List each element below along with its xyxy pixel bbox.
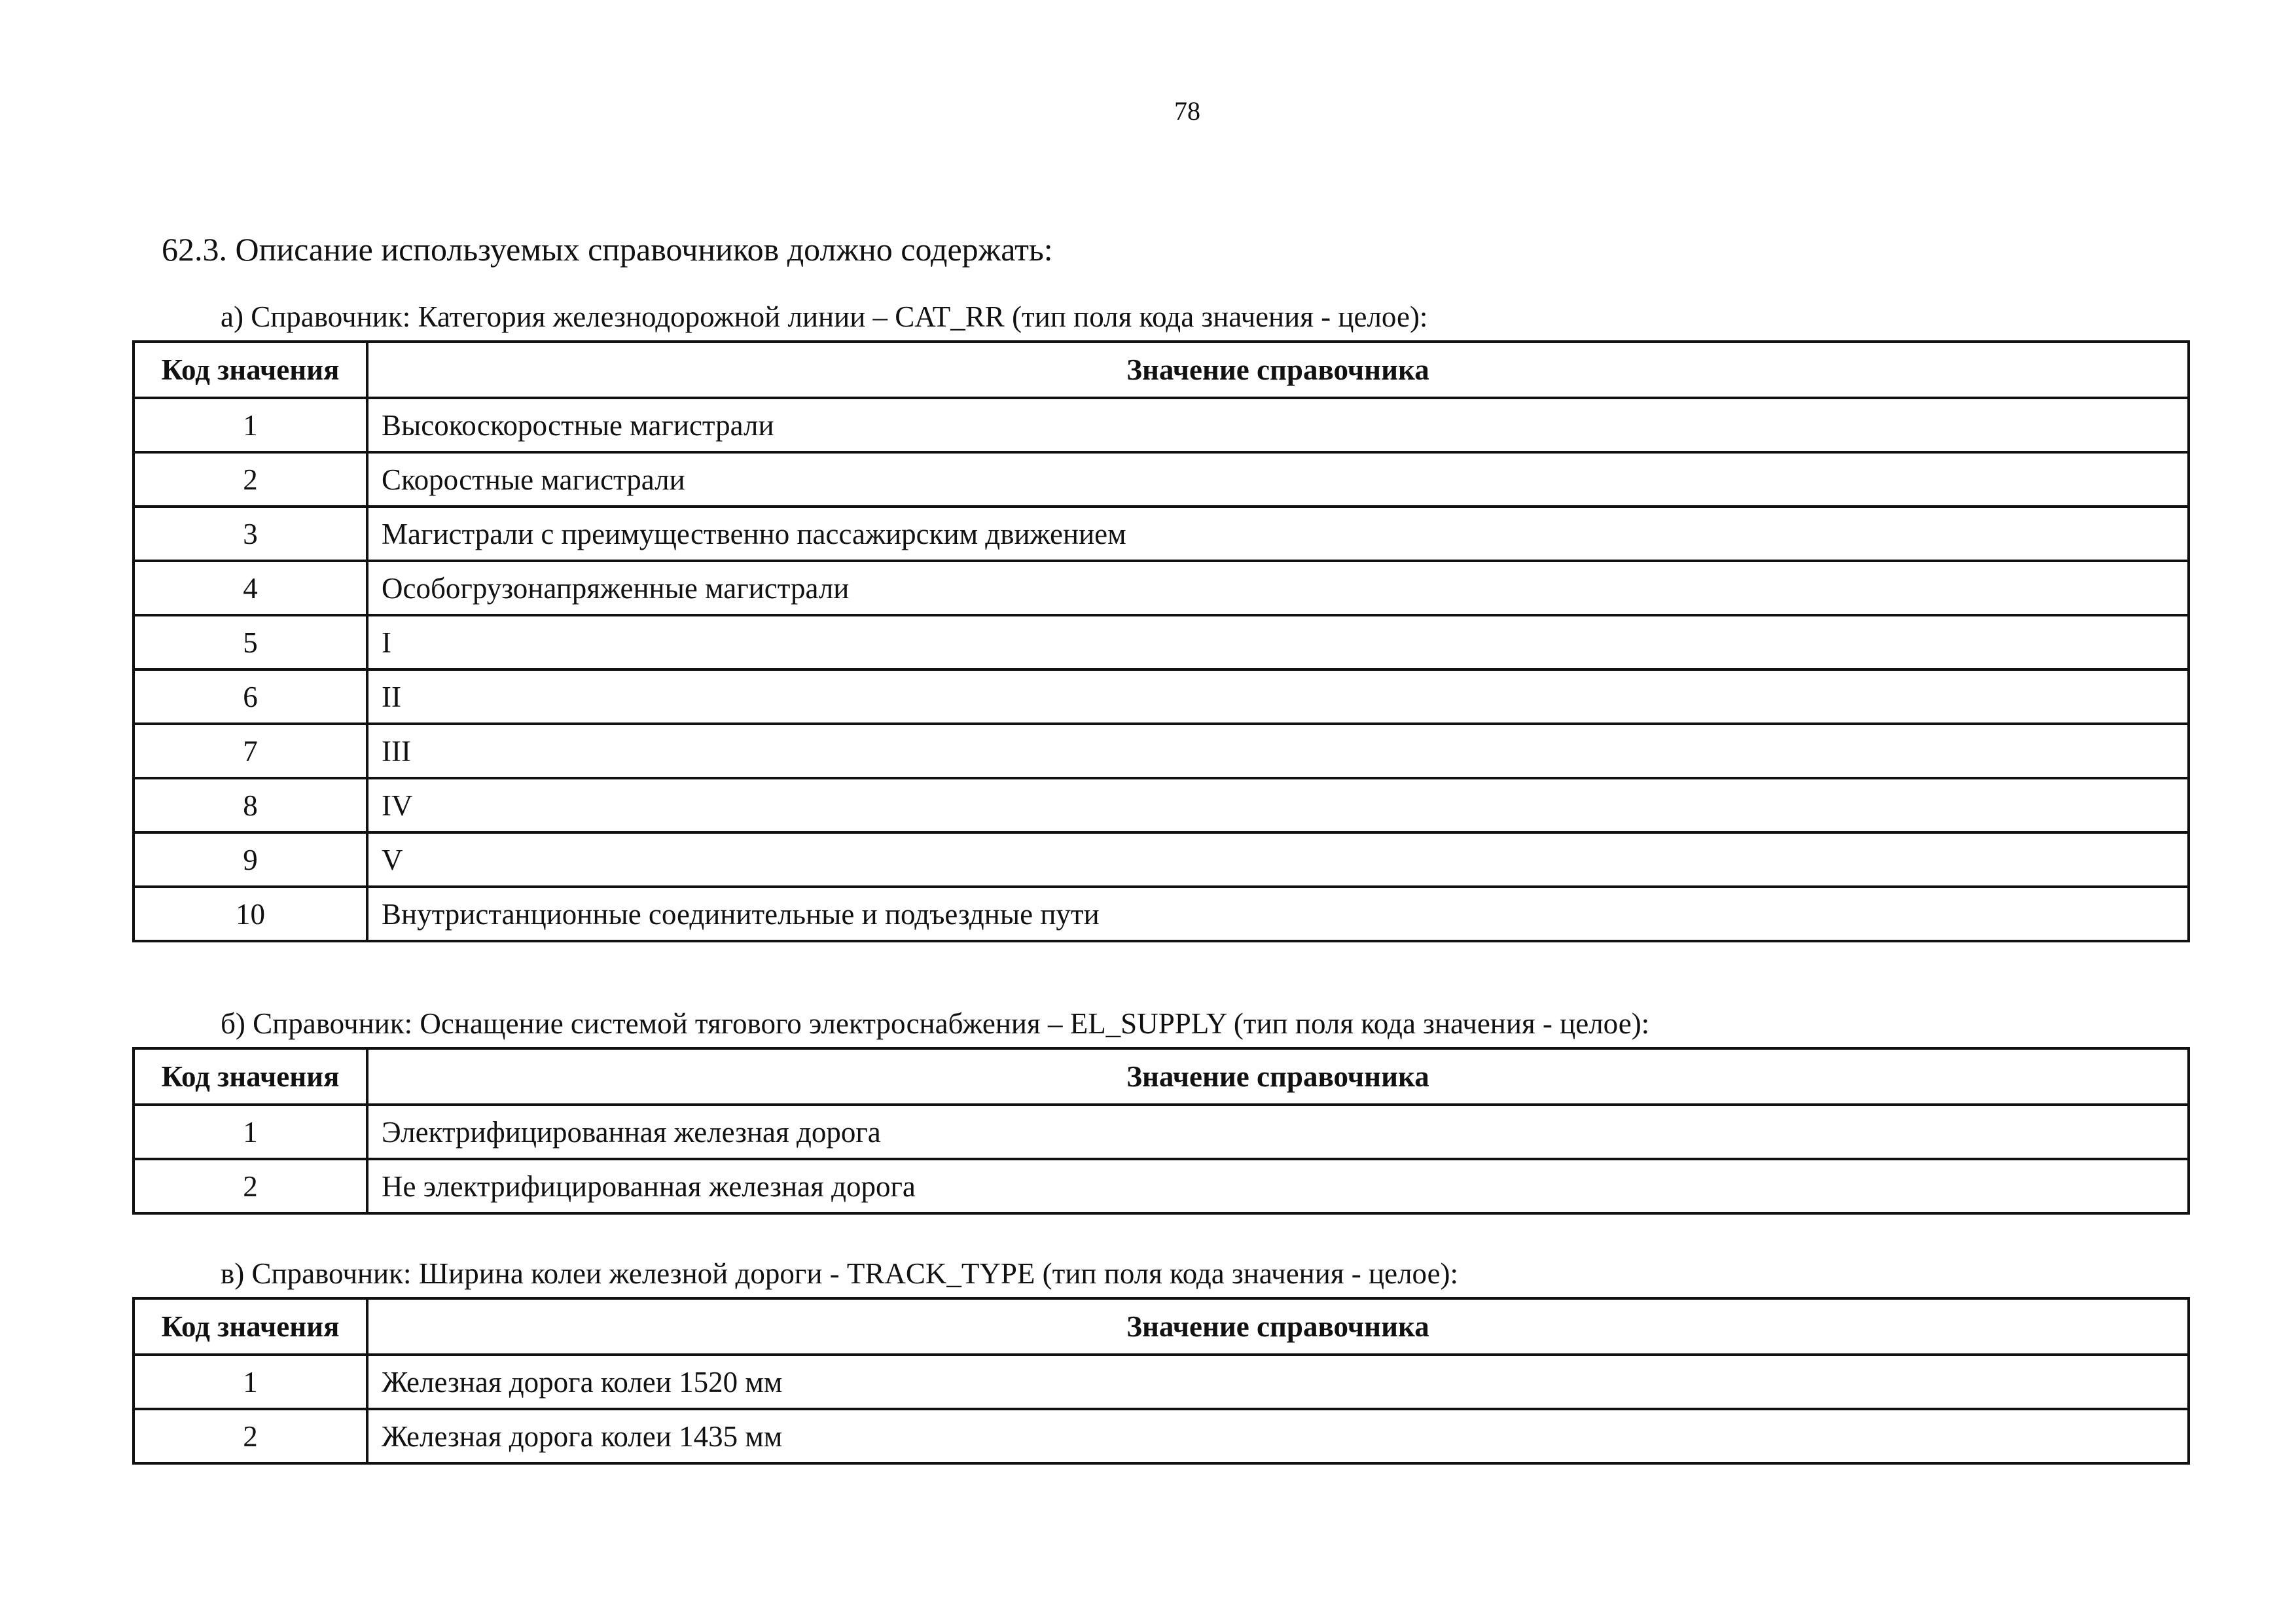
cell-value: III (367, 724, 2189, 778)
cell-code: 7 (134, 724, 367, 778)
header-code: Код значения (134, 1048, 367, 1105)
cell-value: Магистрали с преимущественно пассажирским движением (367, 507, 2189, 561)
cell-code: 10 (134, 887, 367, 941)
table-row (134, 561, 2189, 615)
table-row (134, 615, 2189, 669)
cell-code: 2 (134, 452, 367, 507)
table-row (134, 1355, 2189, 1409)
cell-value: Железная дорога колеи 1520 мм (367, 1355, 2189, 1409)
section-heading: 62.3. Описание используемых справочников должно содержать: (162, 231, 1053, 268)
header-value: Значение справочника (367, 342, 2189, 398)
cell-value: Высокоскоростные магистрали (367, 398, 2189, 452)
table-row (134, 887, 2189, 941)
header-code: Код значения (134, 342, 367, 398)
cell-code: 1 (134, 1355, 367, 1409)
table-header-row (134, 342, 2189, 398)
cell-value: Внутристанционные соединительные и подъездные пути (367, 887, 2189, 941)
cell-code: 5 (134, 615, 367, 669)
table-row (134, 1159, 2189, 1213)
cell-code: 1 (134, 398, 367, 452)
table-a-caption: а) Справочник: Категория железнодорожной линии – CAT_RR (тип поля кода значения - целое): (221, 300, 1428, 333)
table-header-row (134, 1048, 2189, 1105)
cell-value: Железная дорога колеи 1435 мм (367, 1409, 2189, 1463)
table-cat-rr (132, 340, 2190, 942)
cell-code: 9 (134, 832, 367, 887)
cell-code: 6 (134, 669, 367, 724)
table-row (134, 507, 2189, 561)
table-c-caption: в) Справочник: Ширина колеи железной дороги - TRACK_TYPE (тип поля кода значения - целое): (221, 1257, 1459, 1290)
cell-value: Не электрифицированная железная дорога (367, 1159, 2189, 1213)
cell-code: 4 (134, 561, 367, 615)
cell-value: Особогрузонапряженные магистрали (367, 561, 2189, 615)
table-row (134, 398, 2189, 452)
table-header-row (134, 1298, 2189, 1355)
cell-code: 1 (134, 1105, 367, 1159)
cell-value: IV (367, 778, 2189, 832)
cell-code: 2 (134, 1409, 367, 1463)
header-value: Значение справочника (367, 1048, 2189, 1105)
cell-value: I (367, 615, 2189, 669)
table-row (134, 669, 2189, 724)
table-el-supply (132, 1047, 2190, 1215)
cell-value: V (367, 832, 2189, 887)
table-row (134, 1105, 2189, 1159)
table-row (134, 832, 2189, 887)
cell-value: Электрифицированная железная дорога (367, 1105, 2189, 1159)
cell-code: 3 (134, 507, 367, 561)
table-row (134, 778, 2189, 832)
table-row (134, 724, 2189, 778)
page-number: 78 (1174, 96, 1200, 126)
table-row (134, 1409, 2189, 1463)
cell-code: 8 (134, 778, 367, 832)
cell-code: 2 (134, 1159, 367, 1213)
table-row (134, 452, 2189, 507)
cell-value: Скоростные магистрали (367, 452, 2189, 507)
cell-value: II (367, 669, 2189, 724)
table-b-caption: б) Справочник: Оснащение системой тягового электроснабжения – EL_SUPPLY (тип поля кода значения - целое): (221, 1007, 1650, 1040)
table-track-type (132, 1297, 2190, 1465)
header-code: Код значения (134, 1298, 367, 1355)
header-value: Значение справочника (367, 1298, 2189, 1355)
